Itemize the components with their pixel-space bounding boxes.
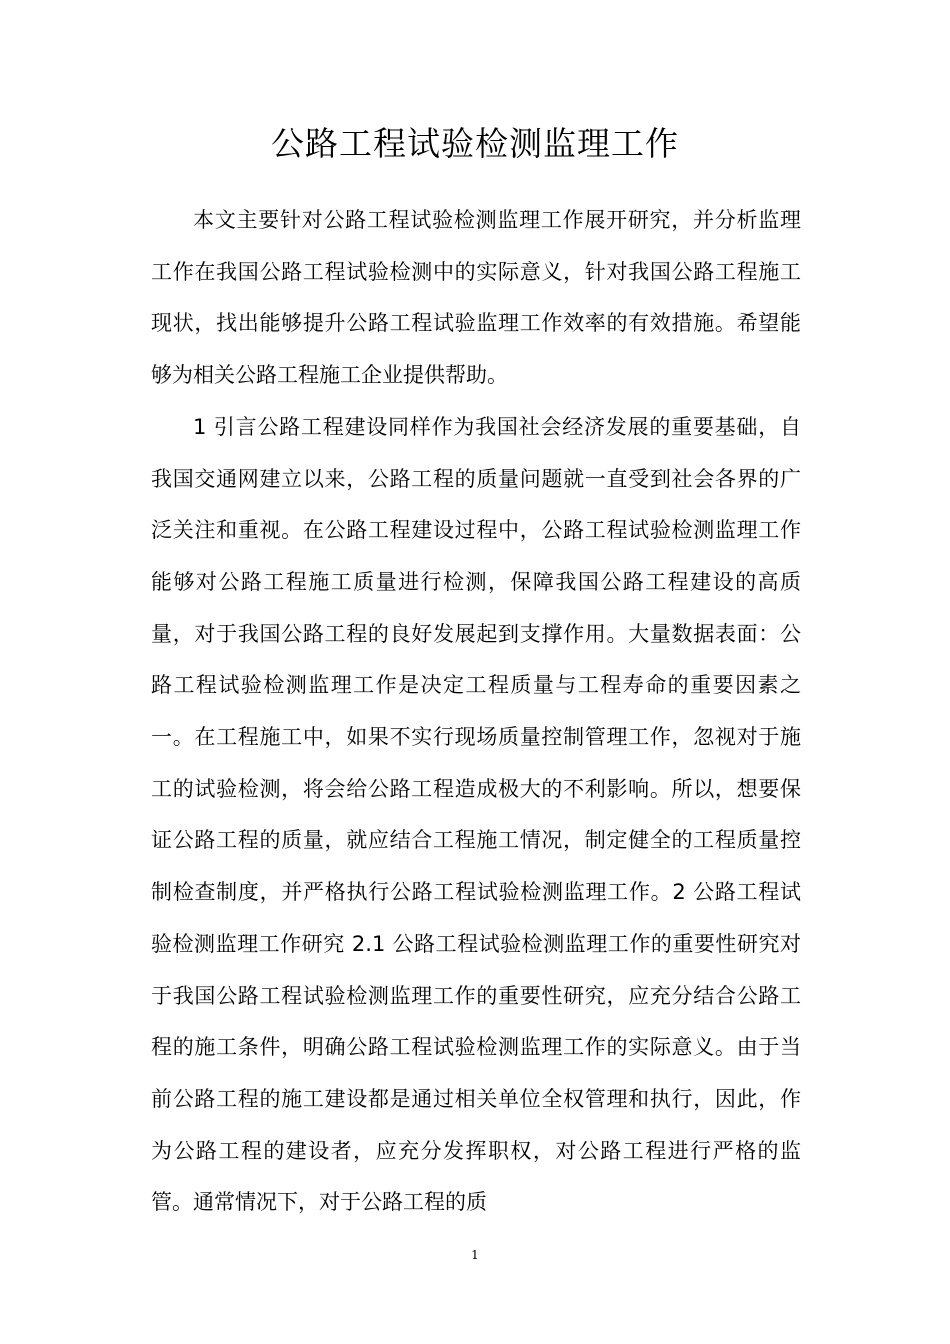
document-title: 公路工程试验检测监理工作 [271,124,679,163]
paragraph-introduction: 1 引言公路工程建设同样作为我国社会经济发展的重要基础，自我国交通网建立以来，公路工程的质量问题就一直受到社会各界的广泛关注和重视。在公路工程建设过程中，公路工程试验检测监理工作能够对公路工程施工质量进行检测，保障我国公路工程建设的高质量，对于我国公路工程的良好发展起到支撑作用。大量数据表面：公路工程试验检测监理工作是决定工程质量与工程寿命的重要因素之一。在工程施工中，如果不实行现场质量控制管理工作，忽视对于施工的试验检测，将会给公路工程造成极大的不利影响。所以，想要保证公路工程的质量，就应结合工程施工情况，制定健全的工程质量控制检查制度，并严格执行公路工程试验检测监理工作。2 公路工程试验检测监理工作研究 2.1 公路工程试验检测监理工作的重要性研究对于我国公路工程试验检测监理工作的重要性研究，应充分结合公路工程的施工条件，明确公路工程试验检测监理工作的实际意义。由于当前公路工程的施工建设都是通过相关单位全权管理和执行，因此，作为公路工程的建设者，应充分发挥职权，对公路工程进行严格的监管。通常情况下，对于公路工程的质 [151,414,801,1215]
page-number: 1 [471,1248,479,1262]
document-body [151,195,801,1229]
paragraph-abstract: 本文主要针对公路工程试验检测监理工作展开研究，并分析监理工作在我国公路工程试验检测中的实际意义，针对我国公路工程施工现状，找出能够提升公路工程试验监理工作效率的有效措施。希望能够为相关公路工程施工企业提供帮助。 [151,208,801,388]
